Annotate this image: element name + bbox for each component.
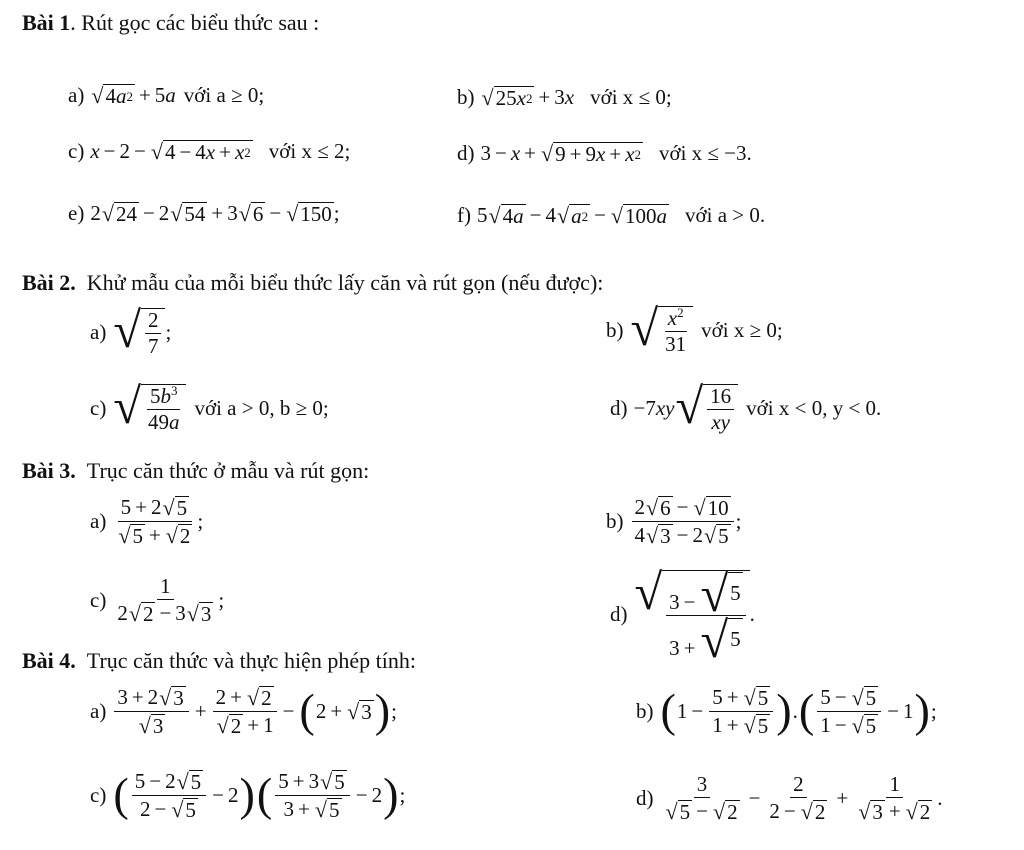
bai3-item-c	[90, 576, 224, 625]
bai3-instruction: Trục căn thức ở mẫu và rút gọn:	[86, 458, 370, 483]
math-expression: √ 25 x 2 + 3 x	[481, 85, 575, 110]
math-expression: 3 − x + √ 9 + 9 x + x 2	[480, 141, 641, 166]
item-label: d)	[610, 396, 628, 420]
item-label: c)	[90, 588, 107, 612]
item-condition: với x ≥ 0;	[701, 318, 783, 342]
bai2-heading	[22, 270, 603, 296]
bai1-item-a	[68, 84, 264, 107]
math-expression: 5 + 2 √ 5 √ 5 + √ 2 ;	[118, 495, 204, 548]
item-label: a)	[68, 83, 85, 107]
bai2-item-b	[606, 300, 783, 356]
item-label: d)	[457, 141, 475, 165]
item-label: c)	[90, 396, 107, 420]
math-expression: √ 4 a 2 + 5 a	[91, 83, 176, 108]
bai1-number: Bài 1	[22, 10, 71, 35]
math-expression: ( 1 − 5 + √ 5 1 + √ 5 ) . ( 5 − √ 5 1 − √ 5 − 1 ) ;	[660, 685, 937, 738]
math-expression: √ 3 − √ 5 3 + √ 5 .	[634, 564, 755, 668]
item-condition: với a > 0, b ≥ 0;	[194, 396, 329, 420]
bai2-instruction: Khử mẫu của mỗi biểu thức lấy căn và rút gọn (nếu được):	[86, 270, 604, 295]
item-label: b)	[606, 509, 624, 533]
bai1-instruction: . Rút gọc các biểu thức sau :	[70, 10, 320, 35]
item-condition: với a > 0.	[685, 203, 766, 227]
item-condition: với a ≥ 0;	[183, 83, 265, 107]
bai1-item-e	[68, 202, 340, 225]
math-expression: 5 √ 4 a − 4 √ a 2 − √ 100 a	[477, 203, 668, 228]
math-expression: 2 √ 24 − 2 √ 54 + 3 √ 6 − √ 150	[90, 201, 332, 226]
math-expression: √ $\frac{5b^3}{49a}$	[112, 384, 186, 433]
bai1-item-c	[68, 140, 350, 163]
bai3-item-a	[90, 496, 203, 547]
math-expression: √ $\frac{x^2}{31}$	[630, 306, 694, 355]
bai4-item-c	[90, 770, 405, 821]
bai3-item-d	[610, 564, 755, 668]
math-expression: 2 √ 6 − √ 10 4 √ 3 − 2 √ 5 ;	[630, 496, 742, 547]
item-label: a)	[90, 320, 107, 344]
item-label: c)	[90, 783, 107, 807]
bai2-item-a	[90, 302, 172, 358]
item-label: a)	[90, 509, 107, 533]
item-condition: với x ≤ −3.	[658, 141, 752, 165]
bai1-item-f	[457, 204, 765, 227]
bai3-heading	[22, 458, 369, 484]
bai2-item-d	[610, 378, 882, 434]
item-label: b)	[636, 699, 654, 723]
bai2-number: Bài 2.	[22, 270, 76, 295]
item-label: c)	[68, 139, 85, 163]
item-label: b)	[606, 318, 624, 342]
item-label: b)	[457, 85, 475, 109]
bai3-number: Bài 3.	[22, 458, 76, 483]
item-label: e)	[68, 201, 85, 225]
item-label: a)	[90, 699, 107, 723]
item-label: f)	[457, 203, 471, 227]
bai4-item-d	[636, 774, 943, 823]
math-expression: x − 2 − √ 4 − 4 x + x 2	[90, 139, 251, 164]
bai3-item-b	[606, 496, 741, 547]
bai1-item-d	[457, 142, 752, 165]
item-condition: với x < 0, y < 0.	[746, 396, 882, 420]
bai4-heading	[22, 648, 416, 674]
math-expression: 1 2 √ 2 − 3 √ 3 ;	[117, 574, 225, 626]
item-label: d)	[636, 786, 654, 810]
math-expression: −7 xy √ $\frac{16}{xy}$	[634, 384, 739, 433]
bai2-item-c	[90, 378, 329, 434]
bai4-item-a	[90, 686, 397, 737]
bai4-item-b	[636, 686, 937, 737]
bai1-heading	[22, 10, 319, 36]
math-expression: 3 + 2 √ 3 √ 3 + 2 + √ 2 √ 2 + 1 − ( 2 + √ 3 ) ;	[112, 686, 397, 737]
item-condition: với x ≤ 0;	[590, 85, 672, 109]
math-expression: √ $\frac{2}{7}$ ;	[113, 302, 172, 358]
bai4-number: Bài 4.	[22, 648, 76, 673]
bai1-item-b	[457, 86, 672, 109]
math-expression: ( 5 − 2 √ 5 2 − √ 5 − 2 ) ( 5 + 3 √ 5 3 + √ 5 − 2 ) ;	[113, 769, 406, 822]
item-condition: với x ≤ 2;	[268, 139, 351, 163]
math-expression: 3 √ 5 − √ 2 − 2 2 − √ 2 + 1 √ 3 + √ 2 .	[665, 772, 943, 824]
item-tail: ;	[333, 201, 340, 225]
bai4-instruction: Trục căn thức và thực hiện phép tính:	[86, 648, 416, 673]
item-label: d)	[610, 602, 628, 626]
